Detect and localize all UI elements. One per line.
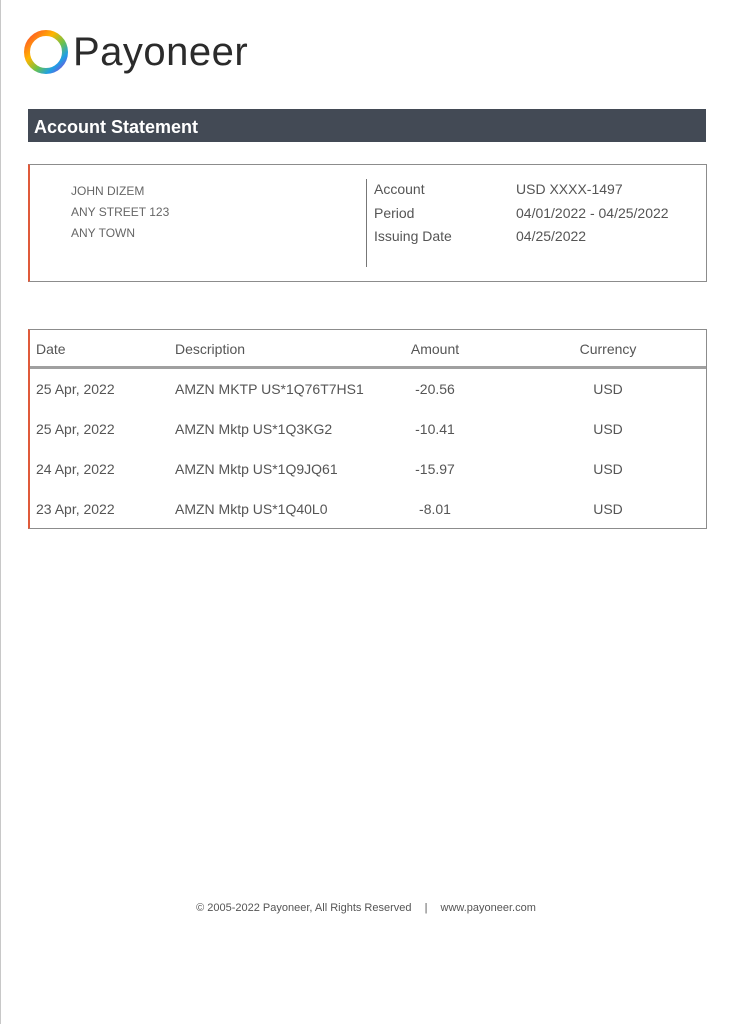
row-date: 25 Apr, 2022 <box>36 381 115 397</box>
customer-address <box>71 181 169 244</box>
address-street: ANY STREET 123 <box>71 205 170 219</box>
info-divider <box>366 179 367 267</box>
table-row <box>30 369 706 409</box>
row-amount: -20.56 <box>415 381 455 397</box>
account-value: USD XXXX-1497 <box>516 181 623 197</box>
row-date: 23 Apr, 2022 <box>36 501 115 517</box>
issuing-date-value: 04/25/2022 <box>516 228 587 244</box>
logo-text: Payoneer <box>73 30 249 74</box>
table-row <box>30 489 706 529</box>
period-value: 04/01/2022 - 04/25/2022 <box>516 205 669 221</box>
payoneer-ring-icon <box>23 29 69 75</box>
table-header <box>30 330 706 366</box>
row-description: AMZN MKTP US*1Q76T7HS1 <box>175 381 364 397</box>
header-currency: Currency <box>579 341 637 357</box>
payoneer-logo <box>23 26 248 78</box>
header-description: Description <box>175 341 246 357</box>
row-date: 25 Apr, 2022 <box>36 421 115 437</box>
row-currency: USD <box>593 381 623 397</box>
footer-website-link[interactable]: www.payoneer.com <box>440 902 536 914</box>
row-currency: USD <box>593 501 623 517</box>
row-description: AMZN Mktp US*1Q9JQ61 <box>175 461 338 477</box>
footer-separator: | <box>424 902 428 914</box>
row-currency: USD <box>593 421 623 437</box>
page-footer <box>1 902 730 914</box>
table-row <box>30 409 706 449</box>
period-label: Period <box>374 205 415 221</box>
transactions-table <box>28 329 707 529</box>
row-description: AMZN Mktp US*1Q40L0 <box>175 501 328 517</box>
row-date: 24 Apr, 2022 <box>36 461 115 477</box>
row-amount: -15.97 <box>415 461 455 477</box>
page-title: Account Statement <box>34 117 199 137</box>
address-town: ANY TOWN <box>71 226 136 240</box>
table-row <box>30 449 706 489</box>
header-date: Date <box>36 341 66 357</box>
header-amount: Amount <box>410 341 460 357</box>
issuing-date-label: Issuing Date <box>374 228 452 244</box>
row-amount: -10.41 <box>415 421 455 437</box>
statement-title-bar <box>28 109 706 142</box>
row-description: AMZN Mktp US*1Q3KG2 <box>175 421 333 437</box>
account-info-box <box>28 164 707 282</box>
row-currency: USD <box>593 461 623 477</box>
footer-copyright: © 2005-2022 Payoneer, All Rights Reserved <box>196 902 412 914</box>
address-name: JOHN DIZEM <box>71 184 145 198</box>
account-label: Account <box>374 181 425 197</box>
row-amount: -8.01 <box>419 501 451 517</box>
